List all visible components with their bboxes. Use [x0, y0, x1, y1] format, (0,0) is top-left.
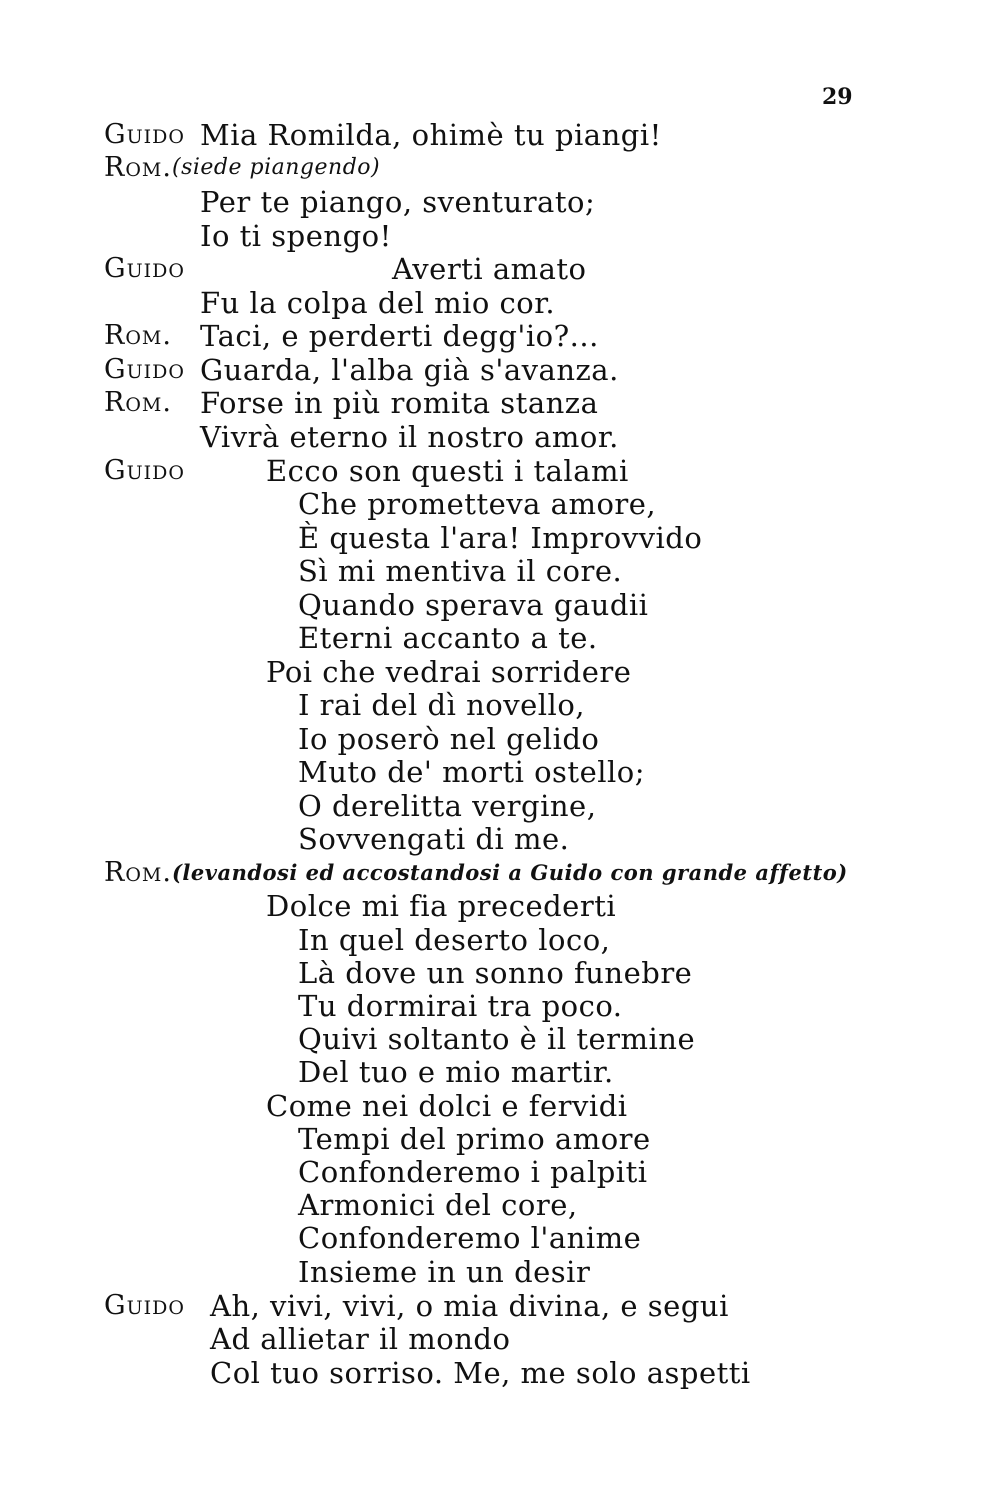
speaker-label: Guido [104, 455, 185, 486]
verse-text: Col tuo sorriso. Me, me solo aspetti [210, 1356, 751, 1390]
verse-text: Quivi soltanto è il termine [298, 1022, 696, 1056]
verse-text: Guarda, l'alba già s'avanza. [200, 353, 619, 387]
verse-text: Forse in più romita stanza [200, 386, 599, 420]
verse-text: Che prometteva amore, [298, 487, 657, 521]
page-number: 29 [822, 84, 853, 110]
verse-text: Tu dormirai tra poco. [298, 989, 623, 1023]
verse-text: Vivrà eterno il nostro amor. [200, 420, 619, 454]
verse-text: Averti amato [392, 252, 587, 286]
verse-text: O derelitta vergine, [298, 789, 597, 823]
speaker-label: Guido [104, 1290, 185, 1321]
verse-text: È questa l'ara! Improvvido [298, 521, 703, 555]
stage-direction: (levandosi ed accostandosi a Guido con grande affetto) [172, 860, 848, 885]
speaker-label: Rom. [104, 320, 172, 351]
verse-text: In quel deserto loco, [298, 923, 611, 957]
verse-text: Ecco son questi i talami [266, 454, 629, 488]
speaker-label: Rom. [104, 152, 172, 183]
verse-text: Io ti spengo! [200, 219, 392, 253]
verse-text: Ah, vivi, vivi, o mia divina, e segui [210, 1289, 729, 1323]
speaker-label: Guido [104, 253, 185, 284]
verse-text: Taci, e perderti degg'io?... [200, 319, 599, 353]
verse-text: Come nei dolci e fervidi [266, 1089, 628, 1123]
verse-text: Eterni accanto a te. [298, 621, 598, 655]
verse-text: Tempi del primo amore [298, 1122, 651, 1156]
verse-text: Sovvengati di me. [298, 822, 570, 856]
verse-text: Poi che vedrai sorridere [266, 655, 632, 689]
verse-text: I rai del dì novello, [298, 688, 586, 722]
speaker-label: Guido [104, 354, 185, 385]
verse-text: Sì mi mentiva il core. [298, 554, 623, 588]
verse-text: Io poserò nel gelido [298, 722, 600, 756]
stage-direction: (siede piangendo) [172, 155, 381, 180]
verse-text: Quando sperava gaudii [298, 588, 649, 622]
verse-text: Confonderemo l'anime [298, 1221, 642, 1255]
verse-text: Del tuo e mio martir. [298, 1055, 614, 1089]
speaker-label: Rom. [104, 387, 172, 418]
verse-text: Là dove un sonno funebre [298, 956, 693, 990]
verse-text: Dolce mi fia precederti [266, 889, 617, 923]
verse-text: Mia Romilda, ohimè tu piangi! [200, 118, 662, 152]
verse-text: Insieme in un desir [298, 1255, 591, 1289]
speaker-label: Guido [104, 119, 185, 150]
verse-text: Confonderemo i palpiti [298, 1155, 648, 1189]
verse-text: Armonici del core, [298, 1188, 578, 1222]
speaker-label: Rom. [104, 857, 172, 888]
verse-text: Muto de' morti ostello; [298, 755, 646, 789]
verse-text: Ad allietar il mondo [210, 1322, 511, 1356]
verse-text: Per te piango, sventurato; [200, 185, 596, 219]
verse-text: Fu la colpa del mio cor. [200, 286, 556, 320]
